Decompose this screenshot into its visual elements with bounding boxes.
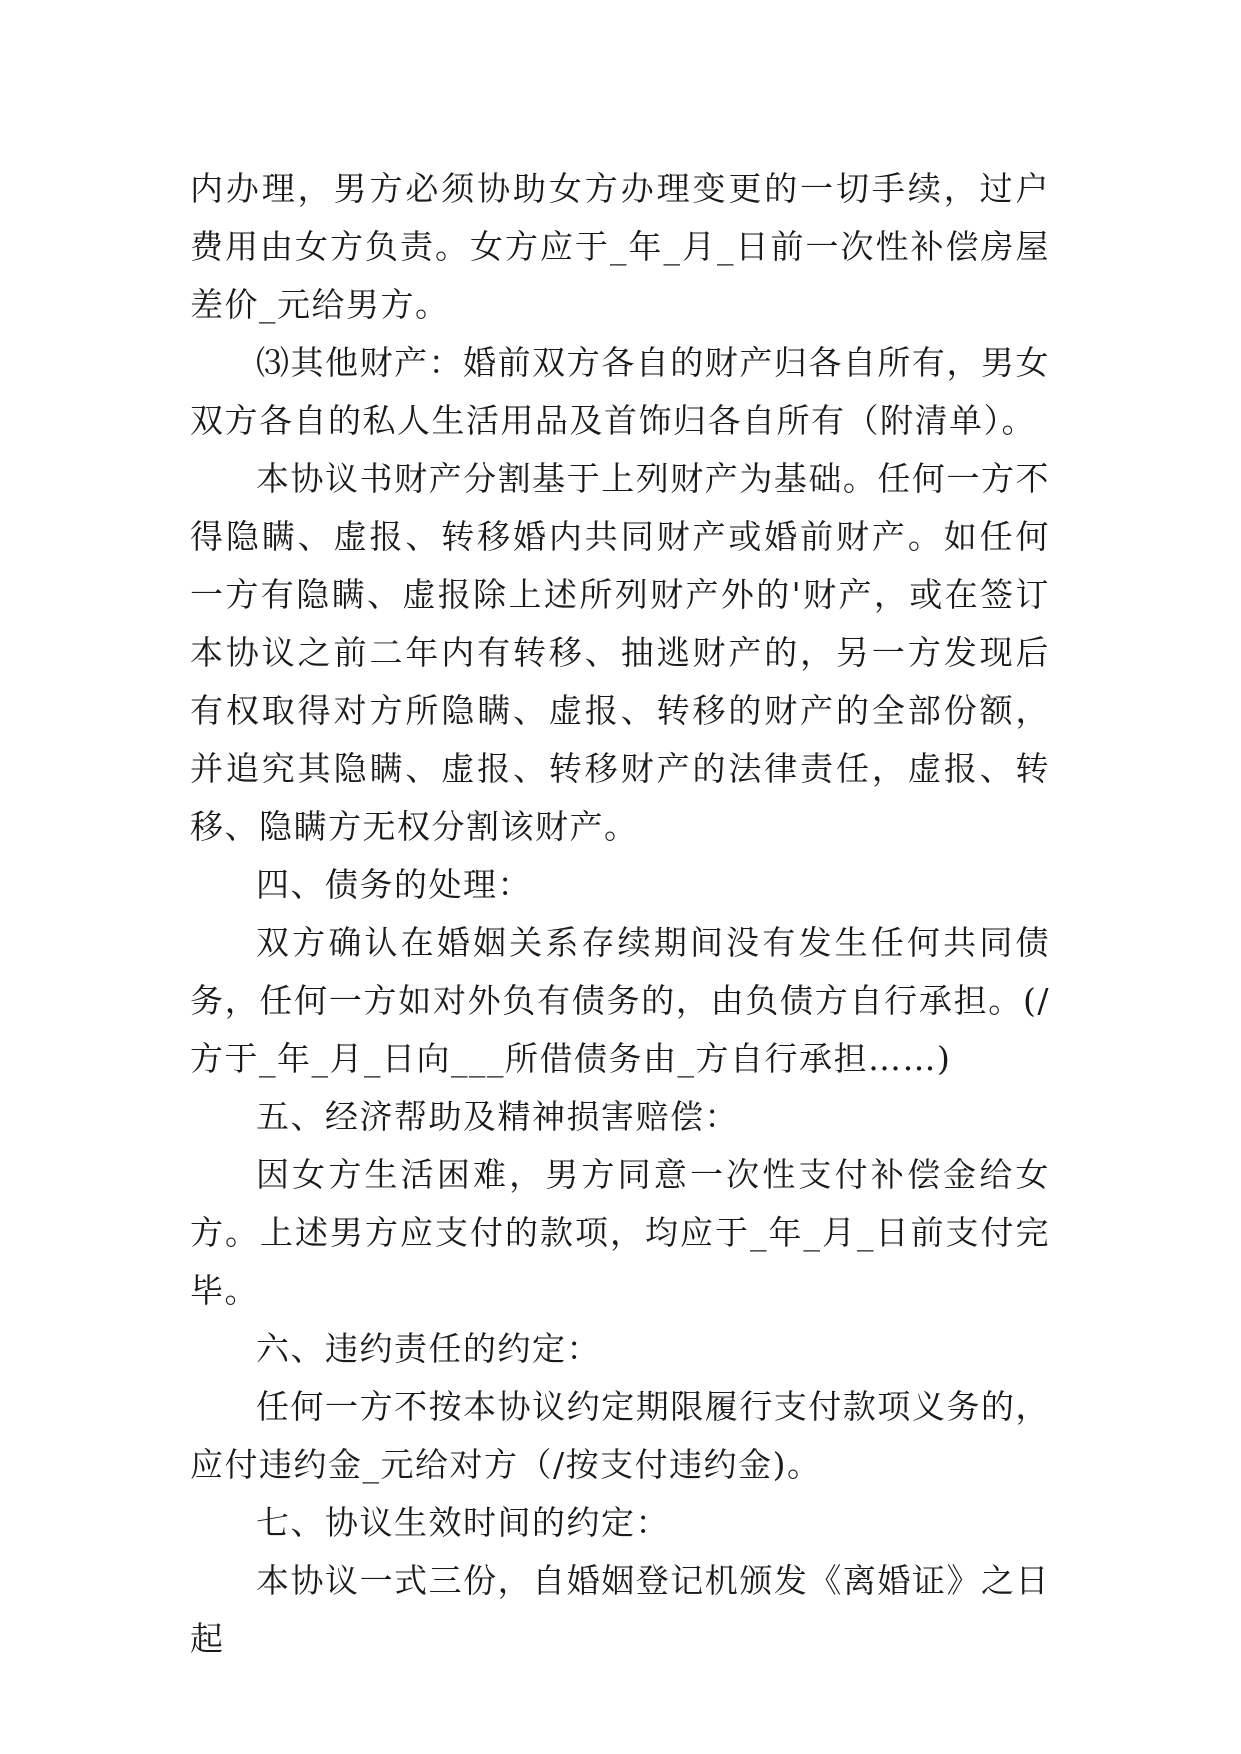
paragraph-compensation: 因女方生活困难，男方同意一次性支付补偿金给女方。上述男方应支付的款项，均应于_年_月_日前支付完毕。 xyxy=(190,1155,1050,1310)
paragraph-effective-time: 本协议一式三份，自婚姻登记机颁发《离婚证》之日起 xyxy=(190,1561,1050,1658)
paragraph-debts: 双方确认在婚姻关系存续期间没有发生任何共同债务，任何一方如对外负有债务的，由负债方自行承担。(/方于_年_月_日向___所借债务由_方自行承担……) xyxy=(190,923,1050,1078)
section-heading-debts: 四、债务的处理： xyxy=(256,865,532,904)
section-heading-economic-help: 五、经济帮助及精神损害赔偿： xyxy=(256,1097,739,1136)
document-body xyxy=(190,160,1050,1668)
paragraph-house-transfer: 内办理，男方必须协助女方办理变更的一切手续，过户费用由女方负责。女方应于_年_月_日前一次性补偿房屋差价_元给男方。 xyxy=(190,169,1050,324)
section-heading-effective-time: 七、协议生效时间的约定： xyxy=(256,1503,670,1542)
section-heading-breach: 六、违约责任的约定： xyxy=(256,1329,601,1368)
paragraph-other-property: ⑶其他财产：婚前双方各自的财产归各自所有，男女双方各自的私人生活用品及首饰归各自所有（附清单）。 xyxy=(190,343,1050,440)
paragraph-property-division-basis: 本协议书财产分割基于上列财产为基础。任何一方不得隐瞒、虚报、转移婚内共同财产或婚前财产。如任何一方有隐瞒、虚报除上述所列财产外的'财产，或在签订本协议之前二年内有转移、抽逃财产的，另一方发现后有权取得对方所隐瞒、虚报、转移的财产的全部份额，并追究其隐瞒、虚报、转移财产的法律责任，虚报、转移、隐瞒方无权分割该财产。 xyxy=(190,459,1050,846)
paragraph-breach: 任何一方不按本协议约定期限履行支付款项义务的，应付违约金_元给对方（/按支付违约金)。 xyxy=(190,1387,1050,1484)
